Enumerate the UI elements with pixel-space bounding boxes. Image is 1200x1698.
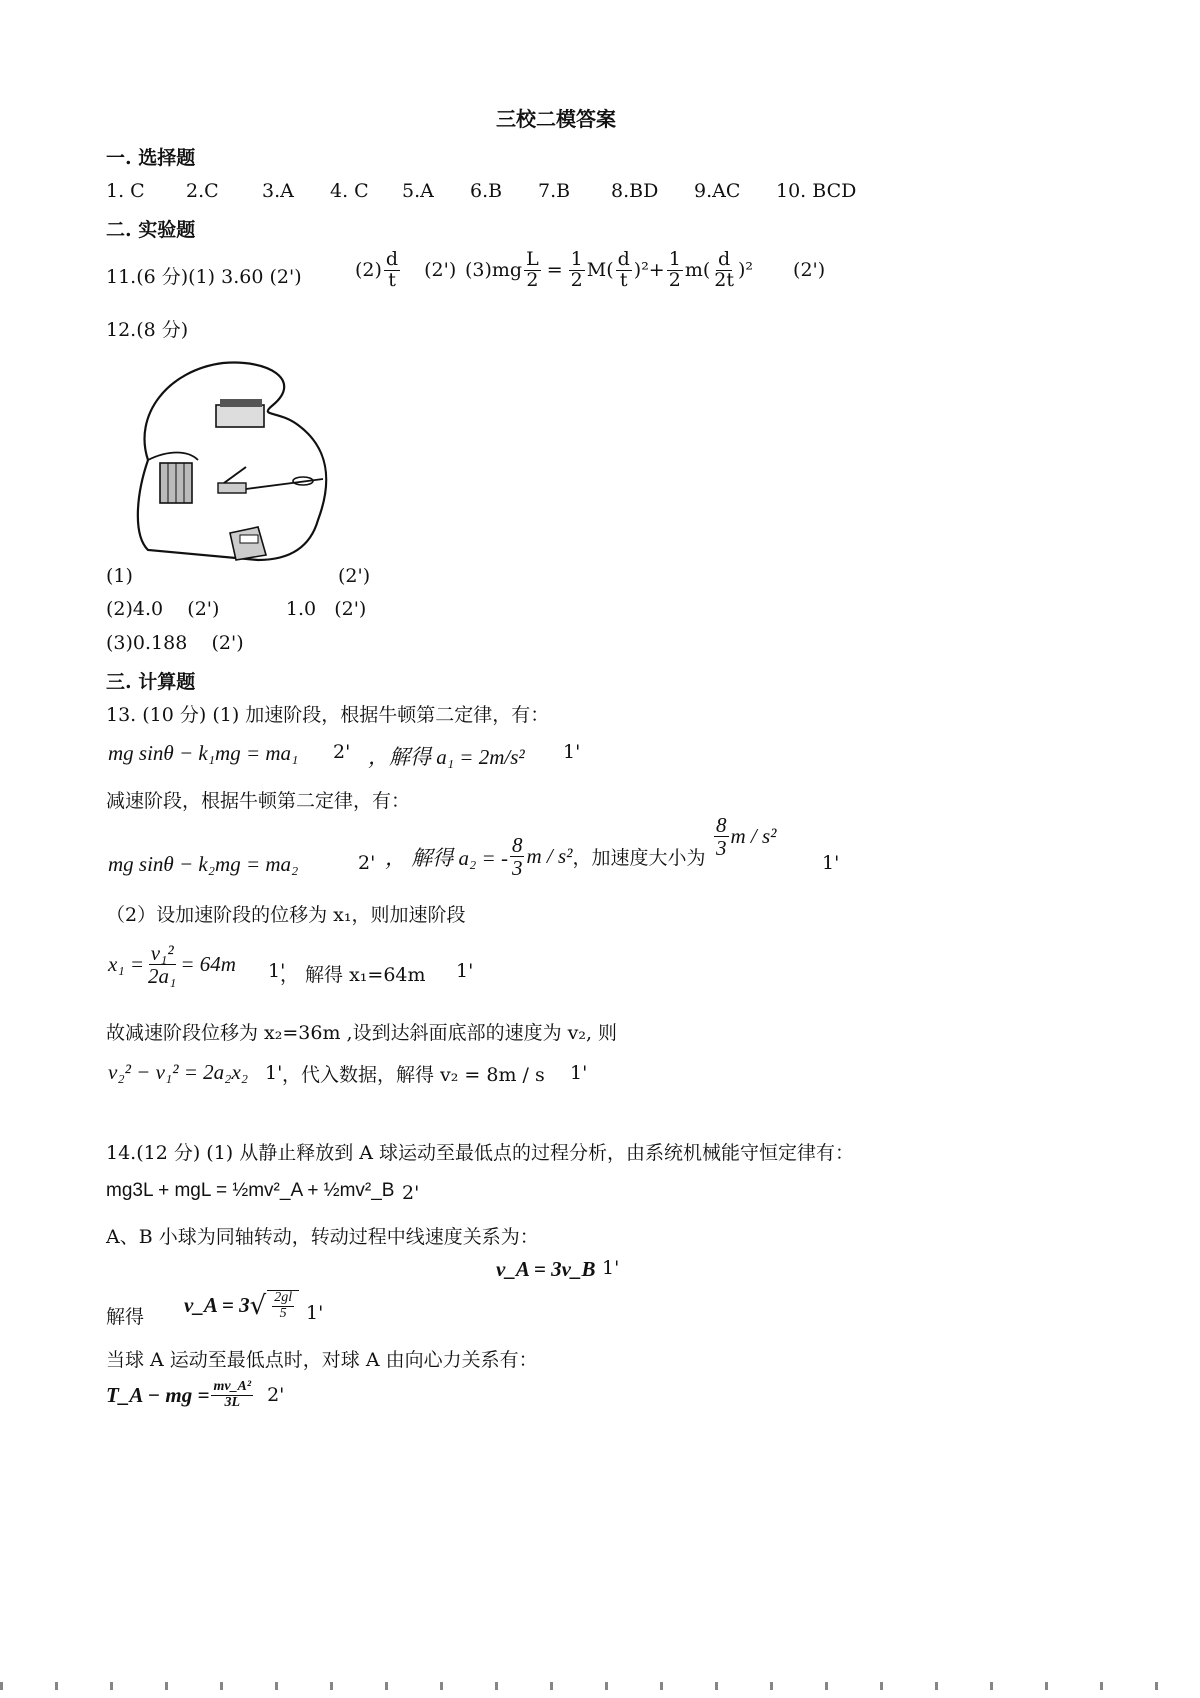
choice-answer: 1. C xyxy=(106,180,145,202)
q14-solution-label: 解得 xyxy=(106,1306,145,1328)
q13-eq1: mg sinθ − k₁mg = ma₁ xyxy=(108,741,299,765)
q13-eq2: mg sinθ − k₂mg = ma₂ xyxy=(108,852,299,876)
q14-eq3 xyxy=(184,1290,299,1321)
q14-eq1: mg3L + mgL = ½mv²_A + ½mv²_B xyxy=(106,1180,395,1201)
q13-line2: 减速阶段，根据牛顿第二定律，有： xyxy=(106,790,411,812)
term: ， 解得 a₂ = - xyxy=(385,845,508,870)
q13-eq3 xyxy=(108,942,236,987)
q13-magnitude-label: ，加速度大小为 xyxy=(572,847,706,870)
switch xyxy=(218,467,246,493)
fraction: $\frac{d}{2t}$ xyxy=(714,248,734,291)
q13-eq4: v₂² − v₁² = 2a₂x₂ xyxy=(108,1060,249,1084)
score: 1' xyxy=(456,960,474,982)
term: )²+ xyxy=(633,259,665,282)
q13-eq4-solution: ，代入数据，解得 v₂ = 8m / s xyxy=(282,1064,545,1086)
q13-magnitude-value xyxy=(712,814,776,859)
fraction: $\frac{\text{v₁²}}{\text{2a₁}}$ xyxy=(148,941,177,989)
choice-answer: 10. BCD xyxy=(776,180,857,202)
circuit-diagram xyxy=(128,355,348,580)
q11-part2-label: (2) xyxy=(355,259,382,282)
choice-answer: 3.A xyxy=(262,180,294,202)
score: (2') xyxy=(338,565,371,587)
page-title: 三校二模答案 xyxy=(496,107,616,131)
q11-part3-label: (3)mg xyxy=(465,259,523,282)
q13-eq1-solution: ，解得 a₁ = 2m/s² xyxy=(368,745,525,769)
score: 1' xyxy=(265,1062,283,1084)
fraction: $\frac{1}{2}$ xyxy=(570,248,583,291)
score: 2' xyxy=(402,1182,420,1204)
choice-answer: 5.A xyxy=(402,180,434,202)
score: 1' xyxy=(822,852,840,874)
equals: = xyxy=(546,259,563,282)
score: 2' xyxy=(333,741,351,763)
fraction: $\frac{8}{3}$ xyxy=(716,813,727,861)
q14-head: 14.(12 分) (1) 从静止释放到 A 球运动至最低点的过程分析，由系统机械能守恒定律有： xyxy=(106,1142,855,1164)
resistor-box xyxy=(216,399,264,427)
fraction: $\frac{d}{t}$ xyxy=(385,248,399,291)
q11-head: 11.(6 分)(1) 3.60 (2') xyxy=(106,266,302,288)
q13-part2: （2）设加速阶段的位移为 x₁，则加速阶段 xyxy=(106,904,466,926)
unit: m / s² xyxy=(526,844,573,869)
score: 1' xyxy=(563,741,581,763)
q14-line2: A、B 小球为同轴转动，转动过程中线速度关系为： xyxy=(106,1226,539,1248)
battery xyxy=(160,463,192,503)
choice-answer: 4. C xyxy=(330,180,369,202)
score: 1' xyxy=(570,1062,588,1084)
section-experiment-heading: 二. 实验题 xyxy=(106,219,196,241)
fraction: $\frac{1}{2}$ xyxy=(668,248,681,291)
circuit-wire xyxy=(138,363,326,560)
score: 1' xyxy=(602,1257,620,1279)
q13-eq2-solution xyxy=(385,834,705,879)
term: T_A − mg = xyxy=(106,1382,210,1407)
section-calc-heading: 三. 计算题 xyxy=(106,671,196,693)
term: v_A = 3 xyxy=(184,1293,250,1318)
q11-part2 xyxy=(355,250,456,291)
term: )² xyxy=(738,259,754,282)
fraction: $\frac{\text{mv\_A²}}{3L}$ xyxy=(213,1379,252,1410)
q13-line4: 故减速阶段位移为 x₂=36m ,设到达斜面底部的速度为 v₂, 则 xyxy=(106,1022,618,1044)
q14-line4: 当球 A 运动至最低点时，对球 A 由向心力关系有： xyxy=(106,1349,538,1371)
slide-rheostat xyxy=(246,477,323,489)
meter xyxy=(230,527,266,560)
circuit-wire xyxy=(148,453,198,461)
score: 2' xyxy=(267,1384,285,1407)
q12-part1: (1) xyxy=(106,565,133,587)
q14-eq2: v_A = 3v_B xyxy=(496,1257,596,1281)
fraction: $\frac{L}{2}$ xyxy=(526,248,539,291)
sqrt-sign: √ xyxy=(249,1290,267,1321)
choice-answer: 7.B xyxy=(538,180,571,202)
score: (2') xyxy=(424,259,457,282)
score: 1' xyxy=(268,960,286,982)
choice-answer: 9.AC xyxy=(694,180,741,202)
fraction: $\frac{8}{3}$ xyxy=(511,833,523,881)
term: = 64m xyxy=(180,952,236,977)
sqrt-body xyxy=(267,1290,299,1321)
q12-part2: (2)4.0 (2') 1.0 (2') xyxy=(106,598,367,620)
choice-answer: 6.B xyxy=(470,180,503,202)
fraction: $\frac{d}{t}$ xyxy=(617,248,630,291)
q11-part3 xyxy=(465,250,825,291)
score: 1' xyxy=(306,1302,324,1324)
term: x₁ = xyxy=(108,952,145,977)
q13-head: 13. (10 分) (1) 加速阶段，根据牛顿第二定律，有： xyxy=(106,704,550,726)
scan-noise-strip xyxy=(0,1682,1200,1690)
unit: m / s² xyxy=(730,824,777,849)
q12-head: 12.(8 分) xyxy=(106,319,189,341)
q13-eq3-solution: ， 解得 x₁=64m xyxy=(280,964,426,986)
term: M( xyxy=(586,259,614,282)
score: 2' xyxy=(358,852,376,874)
term: m( xyxy=(684,259,711,282)
q14-eq4 xyxy=(106,1380,284,1410)
q12-part3: (3)0.188 (2') xyxy=(106,632,244,654)
score: (2') xyxy=(793,259,826,282)
fraction: $\frac{2gl}{5}$ xyxy=(274,1290,293,1321)
choice-answer: 2.C xyxy=(186,180,219,202)
choice-answer: 8.BD xyxy=(611,180,659,202)
section-choice-heading: 一. 选择题 xyxy=(106,147,196,169)
